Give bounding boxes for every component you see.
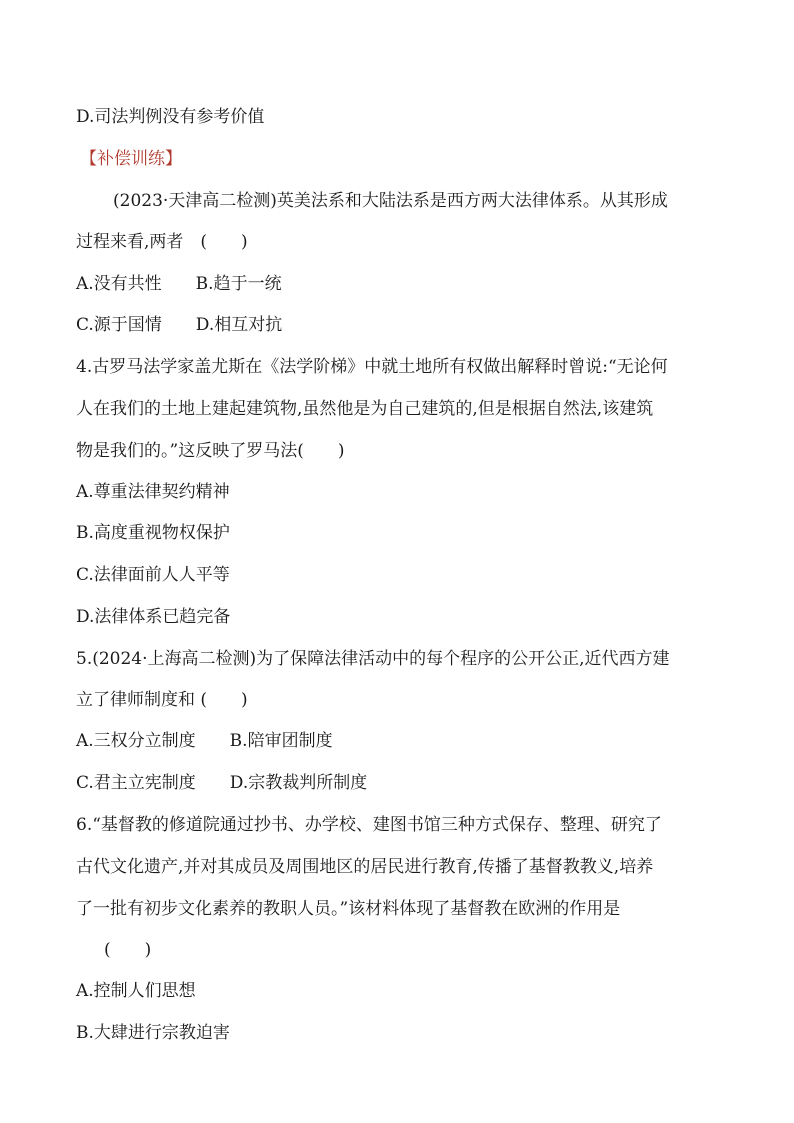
question-4-stem-line-3: 物是我们的。”这反映了罗马法( ) bbox=[76, 441, 345, 461]
question-4-stem-line-2: 人在我们的土地上建起建筑物,虽然他是为自己建筑的,但是根据自然法,该建筑 bbox=[76, 399, 654, 419]
question-6-stem-line-2: 古代文化遗产,并对其成员及周围地区的居民进行教育,传播了基督教教义,培养 bbox=[76, 857, 654, 877]
question-4-option-a: A.尊重法律契约精神 bbox=[76, 482, 230, 502]
question-b-options-ab: A.没有共性 B.趋于一统 bbox=[76, 274, 282, 294]
question-5-stem-line-2: 立了律师制度和 ( ) bbox=[76, 690, 248, 710]
question-5-stem-line-1: 5.(2024·上海高二检测)为了保障法律活动中的每个程序的公开公正,近代西方建 bbox=[76, 649, 670, 669]
question-b-stem-line-1: (2023·天津高二检测)英美法系和大陆法系是西方两大法律体系。从其形成 bbox=[113, 191, 668, 211]
question-4-stem-line-1: 4.古罗马法学家盖尤斯在《法学阶梯》中就土地所有权做出解释时曾说:“无论何 bbox=[76, 357, 668, 377]
question-b-options-cd: C.源于国情 D.相互对抗 bbox=[76, 315, 283, 335]
question-5-options-cd: C.君主立宪制度 D.宗教裁判所制度 bbox=[76, 773, 368, 793]
question-6-stem-line-3: 了一批有初步文化素养的教职人员。”该材料体现了基督教在欧洲的作用是 bbox=[76, 899, 621, 919]
question-4-option-c: C.法律面前人人平等 bbox=[76, 565, 230, 585]
question-5-options-ab: A.三权分立制度 B.陪审团制度 bbox=[76, 731, 333, 751]
question-4-option-b: B.高度重视物权保护 bbox=[76, 523, 230, 543]
question-6-answer-blank: ( ) bbox=[104, 940, 152, 960]
question-6-stem-line-1: 6.“基督教的修道院通过抄书、办学校、建图书馆三种方式保存、整理、研究了 bbox=[76, 815, 662, 835]
question-4-option-d: D.法律体系已趋完备 bbox=[76, 607, 231, 627]
option-d-previous: D.司法判例没有参考价值 bbox=[76, 107, 265, 127]
question-6-option-a: A.控制人们思想 bbox=[76, 981, 196, 1001]
question-6-option-b: B.大肆进行宗教迫害 bbox=[76, 1023, 230, 1043]
question-b-stem-line-2: 过程来看,两者 ( ) bbox=[76, 232, 248, 252]
section-label: 【补偿训练】 bbox=[80, 149, 182, 169]
